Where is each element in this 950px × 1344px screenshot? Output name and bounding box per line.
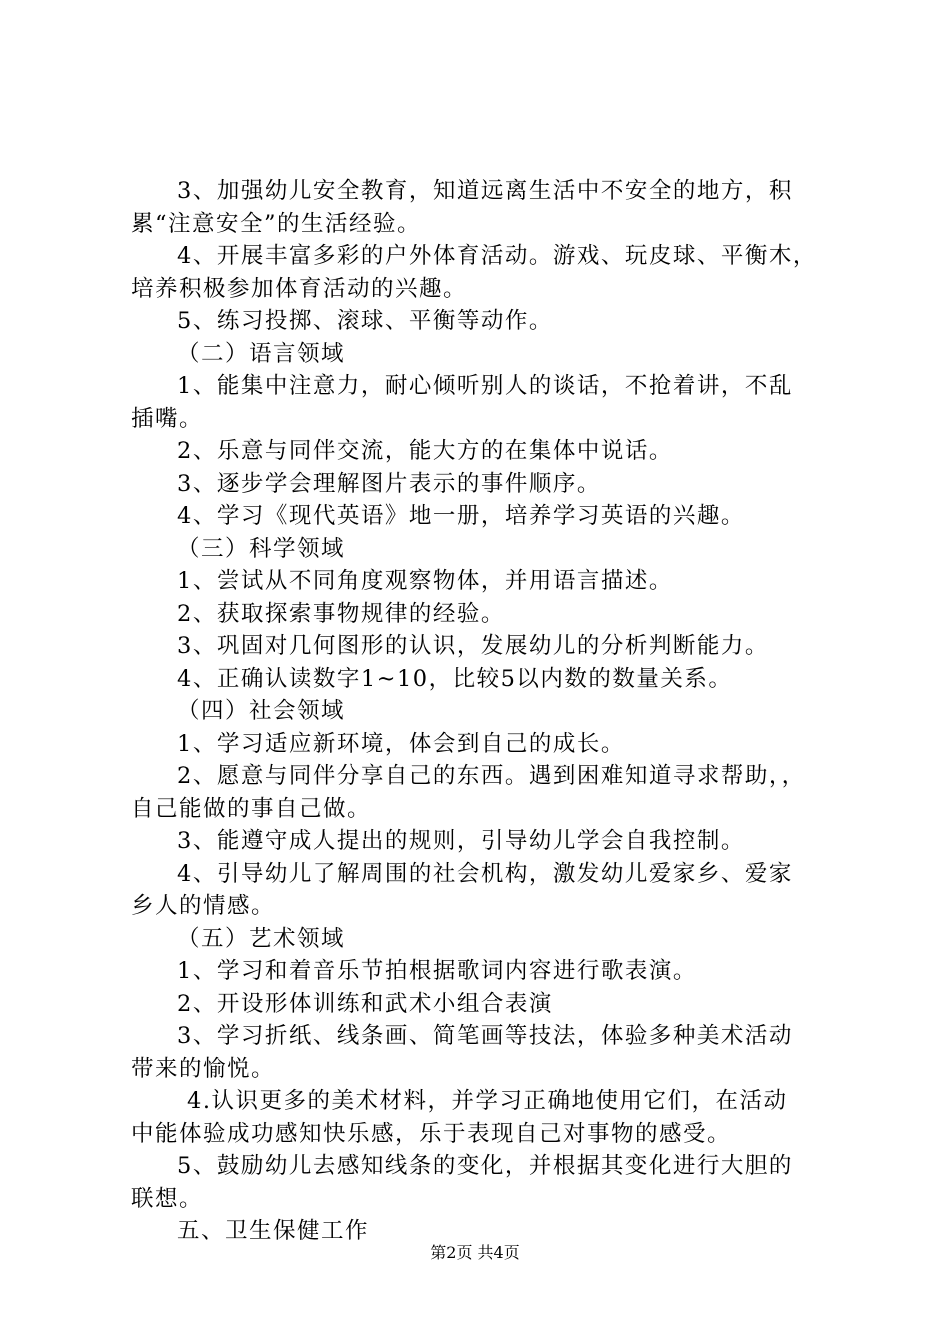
page-footer: 第2页 共4页 [430,1243,520,1262]
text-line: （二）语言领域 [177,340,346,367]
text-line: 插嘴。 [131,405,204,432]
text-line: 1、学习适应新环境，体会到自己的成长。 [177,730,625,757]
text-line: 3、逐步学会理解图片表示的事件顺序。 [177,470,601,497]
text-line: 五、卫生保健工作 [177,1218,370,1244]
text-line: 4.认识更多的美术材料，并学习正确地使用它们，在活动 [187,1088,788,1114]
text-line: 1、能集中注意力，耐心倾听别人的谈话，不抢着讲，不乱 [177,373,793,399]
text-line: 乡人的情感。 [131,893,276,919]
text-line: 中能体验成功感知快乐感，乐于表现自己对事物的感受。 [131,1120,732,1147]
text-line: 3、巩固对几何图形的认识，发展幼儿的分析判断能力。 [177,633,769,659]
text-line: 1、学习和着音乐节拍根据歌词内容进行歌表演。 [177,958,697,984]
text-line: 带来的愉悦。 [131,1055,276,1082]
text-line: 2、愿意与同伴分享自己的东西。遇到困难知道寻求帮助，， [177,763,806,789]
document-body [131,175,831,1248]
text-line: 自己能做的事自己做。 [131,795,372,822]
text-line: 2、乐意与同伴交流，能大方的在集体中说话。 [177,438,673,464]
text-line: 3、加强幼儿安全教育，知道远离生活中不安全的地方，积 [177,178,793,204]
text-line: 5、练习投掷、滚球、平衡等动作。 [177,308,553,334]
text-line: 4、开展丰富多彩的户外体育活动。游戏、玩皮球、平衡木， [177,243,817,269]
text-line: 联想。 [131,1185,204,1212]
text-line: 5、鼓励幼儿去感知线条的变化，并根据其变化进行大胆的 [177,1153,793,1179]
text-line: 3、学习折纸、线条画、简笔画等技法，体验多种美术活动 [177,1023,793,1049]
text-line: 4、引导幼儿了解周围的社会机构，激发幼儿爱家乡、爱家 [177,860,793,887]
text-line: （四）社会领域 [177,698,346,724]
text-line: 2、开设形体训练和武术小组合表演 [177,990,553,1017]
text-line: （五）艺术领域 [177,925,346,952]
text-line: 1、尝试从不同角度观察物体，并用语言描述。 [177,568,673,594]
text-line: 2、获取探索事物规律的经验。 [177,600,505,627]
text-line: 培养积极参加体育活动的兴趣。 [131,275,468,302]
text-line: 累“注意安全”的生活经验。 [131,210,422,237]
text-line: 3、能遵守成人提出的规则，引导幼儿学会自我控制。 [177,828,745,854]
text-line: 4、学习《现代英语》地一册，培养学习英语的兴趣。 [177,503,745,529]
text-line: 4、正确认读数字1~10，比较5以内数的数量关系。 [177,665,733,692]
text-line: （三）科学领域 [177,535,346,562]
